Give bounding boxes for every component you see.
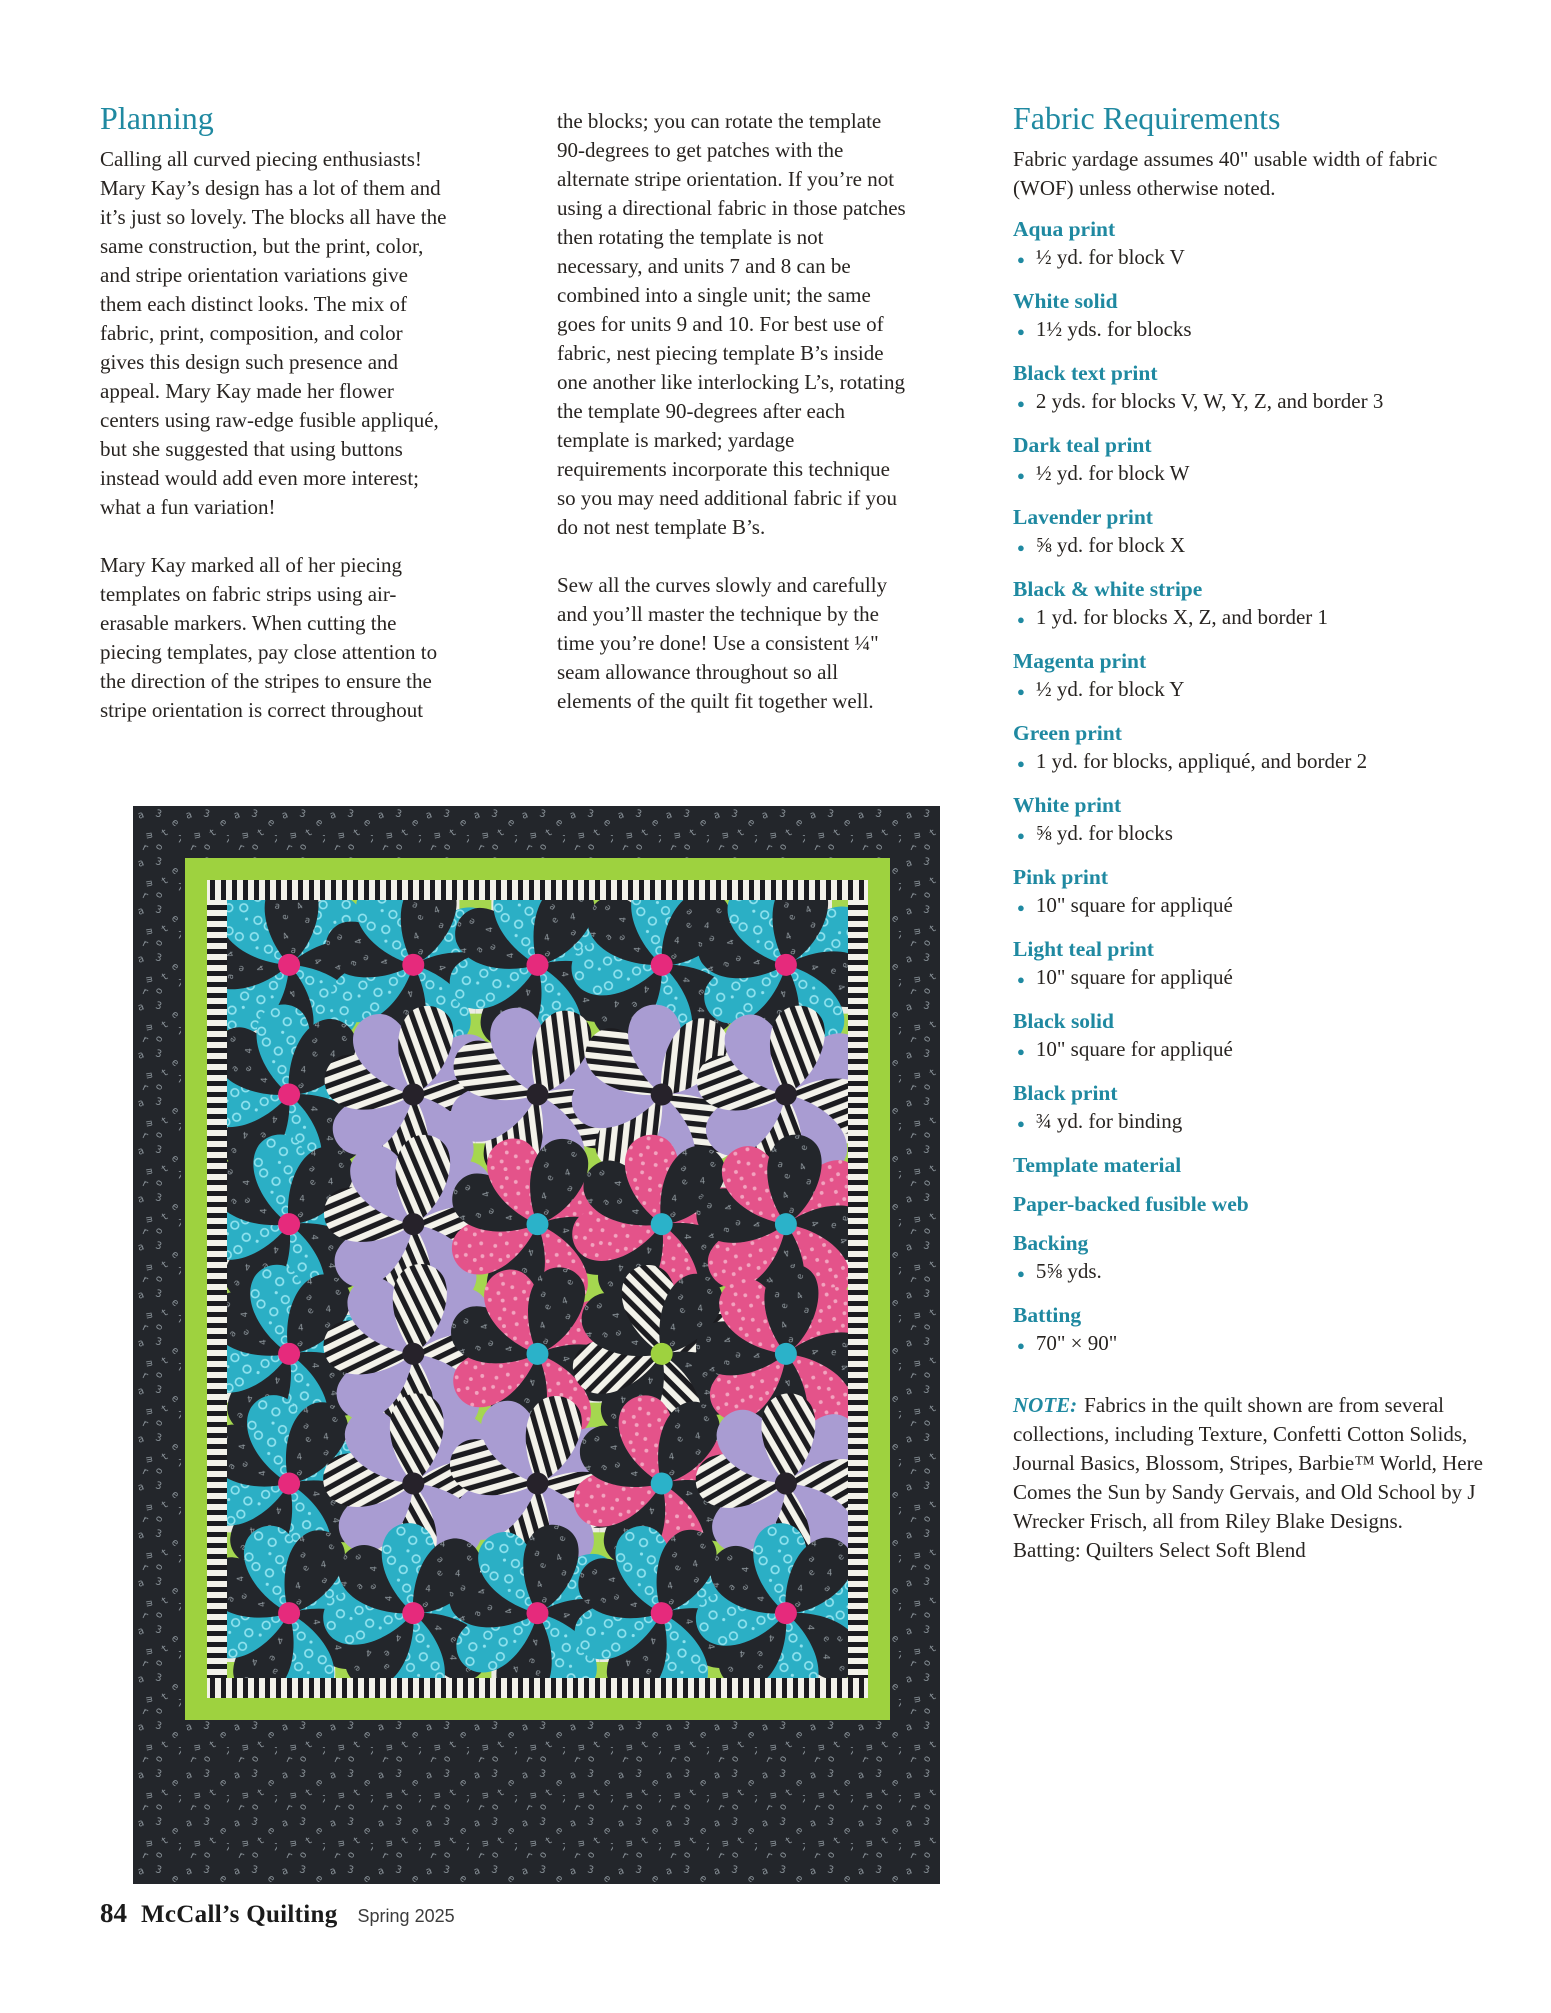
fabric-item <box>1013 936 1475 995</box>
bullet-icon: ● <box>1017 612 1025 627</box>
fabric-item-detail: ½ yd. for block Y <box>1035 677 1185 701</box>
column-continuation <box>557 107 907 745</box>
issue-label: Spring 2025 <box>357 1906 455 1926</box>
bullet-icon: ● <box>1017 468 1025 483</box>
note-label: NOTE: <box>1013 1393 1078 1417</box>
column-fabric-requirements <box>1013 100 1483 1565</box>
fabric-item-list <box>1013 216 1475 1361</box>
fabric-item-label: Dark teal print <box>1013 433 1152 457</box>
bullet-icon: ● <box>1017 756 1025 771</box>
fabric-item-detail-row <box>1013 530 1475 563</box>
bullet-icon: ● <box>1017 396 1025 411</box>
fabric-item-detail: 5⅝ yds. <box>1035 1259 1102 1283</box>
bullet-icon: ● <box>1017 1266 1025 1281</box>
fabric-intro: Fabric yardage assumes 40" usable width of fabric (WOF) unless otherwise noted. <box>1013 147 1438 200</box>
fabric-item-detail-row <box>1013 962 1475 995</box>
column-planning <box>100 100 448 754</box>
fabric-item-label: Green print <box>1013 721 1122 745</box>
fabric-item-detail-row <box>1013 1106 1475 1139</box>
fabric-item-label: Aqua print <box>1013 217 1116 241</box>
fabric-item <box>1013 792 1475 851</box>
fabric-item-label: Magenta print <box>1013 649 1147 673</box>
continuation-paragraph-2: Sew all the curves slowly and carefully and you’ll master the technique by the time you’re done! Use a consistent ¼" seam allowance throughout so all elements of the quilt fit together well. <box>557 573 888 713</box>
bullet-icon: ● <box>1017 324 1025 339</box>
fabric-item-detail-row <box>1013 818 1475 851</box>
fabric-requirements-heading: Fabric Requirements <box>1013 100 1281 136</box>
fabric-item-label: Batting <box>1013 1303 1082 1327</box>
fabric-item <box>1013 288 1475 347</box>
fabric-item <box>1013 1008 1475 1067</box>
bullet-icon: ● <box>1017 900 1025 915</box>
fabric-item <box>1013 432 1475 491</box>
bullet-icon: ● <box>1017 1044 1025 1059</box>
fabric-item-label: Lavender print <box>1013 505 1153 529</box>
bullet-icon: ● <box>1017 1116 1025 1131</box>
bullet-icon: ● <box>1017 540 1025 555</box>
fabric-item-detail-row <box>1013 890 1475 923</box>
fabric-item <box>1013 576 1475 635</box>
fabric-item-detail-row <box>1013 1034 1475 1067</box>
fabric-note <box>1013 1391 1483 1565</box>
page-footer <box>100 1898 455 1929</box>
fabric-item-detail: ½ yd. for block W <box>1035 461 1190 485</box>
continuation-paragraph-1: the blocks; you can rotate the template 90-degrees to get patches with the alternate stripe orientation. If you’re not using a directional fabric in those patches then rotating the template is not necessary, and units 7 and 8 can be combined into a single unit; the same goes for units 9 and 10. For best use of fabric, nest piecing template B’s inside one another like interlocking L’s, rotating the template 90-degrees after each template is marked; yardage requirements incorporate this technique so you may need additional fabric if you do not nest template B’s. <box>557 109 906 539</box>
fabric-item-detail: 10" square for appliqué <box>1035 1037 1233 1061</box>
fabric-item-label: Paper-backed fusible web <box>1013 1192 1249 1216</box>
fabric-item-label: Pink print <box>1013 865 1108 889</box>
note-batting-line: Batting: Quilters Select Soft Blend <box>1013 1538 1306 1562</box>
fabric-item-detail: 70" × 90" <box>1035 1331 1118 1355</box>
fabric-item <box>1013 216 1475 275</box>
fabric-item-detail-row <box>1013 1256 1475 1289</box>
page-number: 84 <box>100 1898 127 1928</box>
fabric-item <box>1013 504 1475 563</box>
fabric-item-label: Black solid <box>1013 1009 1114 1033</box>
fabric-item <box>1013 864 1475 923</box>
fabric-item <box>1013 648 1475 707</box>
fabric-item-label: Black print <box>1013 1081 1118 1105</box>
bullet-icon: ● <box>1017 972 1025 987</box>
fabric-item-detail: 10" square for appliqué <box>1035 965 1233 989</box>
planning-heading: Planning <box>100 100 214 136</box>
fabric-item-detail: 1 yd. for blocks, appliqué, and border 2 <box>1035 749 1368 773</box>
note-paragraph <box>1013 1391 1483 1536</box>
fabric-item-label: White print <box>1013 793 1122 817</box>
bullet-icon: ● <box>1017 1338 1025 1353</box>
fabric-item-detail: ⅝ yd. for block X <box>1035 533 1186 557</box>
planning-paragraph-1: Calling all curved piecing enthusiasts! Mary Kay’s design has a lot of them and it’s just so lovely. The blocks all have the same construction, but the print, color, and stripe orientation variations give them each distinct looks. The mix of fabric, print, composition, and color gives this design such presence and appeal. Mary Kay made her flower centers using raw-edge fusible appliqué, but she suggested that using buttons instead would add even more interest; what a fun variation! <box>100 147 447 519</box>
planning-paragraph-2: Mary Kay marked all of her piecing templates on fabric strips using air-erasable markers. When cutting the piecing templates, pay close attention to the direction of the stripes to ensure the stripe orientation is correct throughout <box>100 553 438 722</box>
fabric-item-detail-row <box>1013 386 1475 419</box>
fabric-item-detail: 1½ yds. for blocks <box>1035 317 1192 341</box>
fabric-item-detail: ½ yd. for block V <box>1035 245 1185 269</box>
fabric-item-label: Light teal print <box>1013 937 1154 961</box>
fabric-item-label: White solid <box>1013 289 1118 313</box>
fabric-item-detail-row <box>1013 674 1475 707</box>
fabric-item-detail-row <box>1013 746 1475 779</box>
fabric-item <box>1013 1152 1475 1178</box>
fabric-item <box>1013 1080 1475 1139</box>
fabric-item-detail: ¾ yd. for binding <box>1035 1109 1183 1133</box>
fabric-item <box>1013 720 1475 779</box>
fabric-item-detail-row <box>1013 458 1475 491</box>
fabric-item <box>1013 1302 1475 1361</box>
fabric-item <box>1013 360 1475 419</box>
fabric-item <box>1013 1230 1475 1289</box>
fabric-item-detail: 10" square for appliqué <box>1035 893 1233 917</box>
quilt-photo <box>133 806 940 1884</box>
note-text: Fabrics in the quilt shown are from several collections, including Texture, Confetti Cotton Solids, Journal Basics, Blossom, Stripes, Barbie™ World, Here Comes the Sun by Sandy Gervais, and Old School by J Wrecker Frisch, all from Riley Blake Designs. <box>1013 1393 1483 1533</box>
fabric-item-detail: ⅝ yd. for blocks <box>1035 821 1173 845</box>
fabric-item-detail-row <box>1013 314 1475 347</box>
fabric-item-detail: 2 yds. for blocks V, W, Y, Z, and border 3 <box>1035 389 1384 413</box>
bullet-icon: ● <box>1017 252 1025 267</box>
fabric-item-label: Template material <box>1013 1153 1182 1177</box>
fabric-item-detail: 1 yd. for blocks X, Z, and border 1 <box>1035 605 1329 629</box>
fabric-item-label: Black text print <box>1013 361 1158 385</box>
fabric-item-detail-row <box>1013 1328 1475 1361</box>
magazine-title: McCall’s Quilting <box>141 1901 338 1928</box>
bullet-icon: ● <box>1017 828 1025 843</box>
fabric-item-label: Backing <box>1013 1231 1089 1255</box>
fabric-item-detail-row <box>1013 602 1475 635</box>
bullet-icon: ● <box>1017 684 1025 699</box>
fabric-item-label: Black & white stripe <box>1013 577 1203 601</box>
fabric-item <box>1013 1191 1475 1217</box>
fabric-item-detail-row <box>1013 242 1475 275</box>
